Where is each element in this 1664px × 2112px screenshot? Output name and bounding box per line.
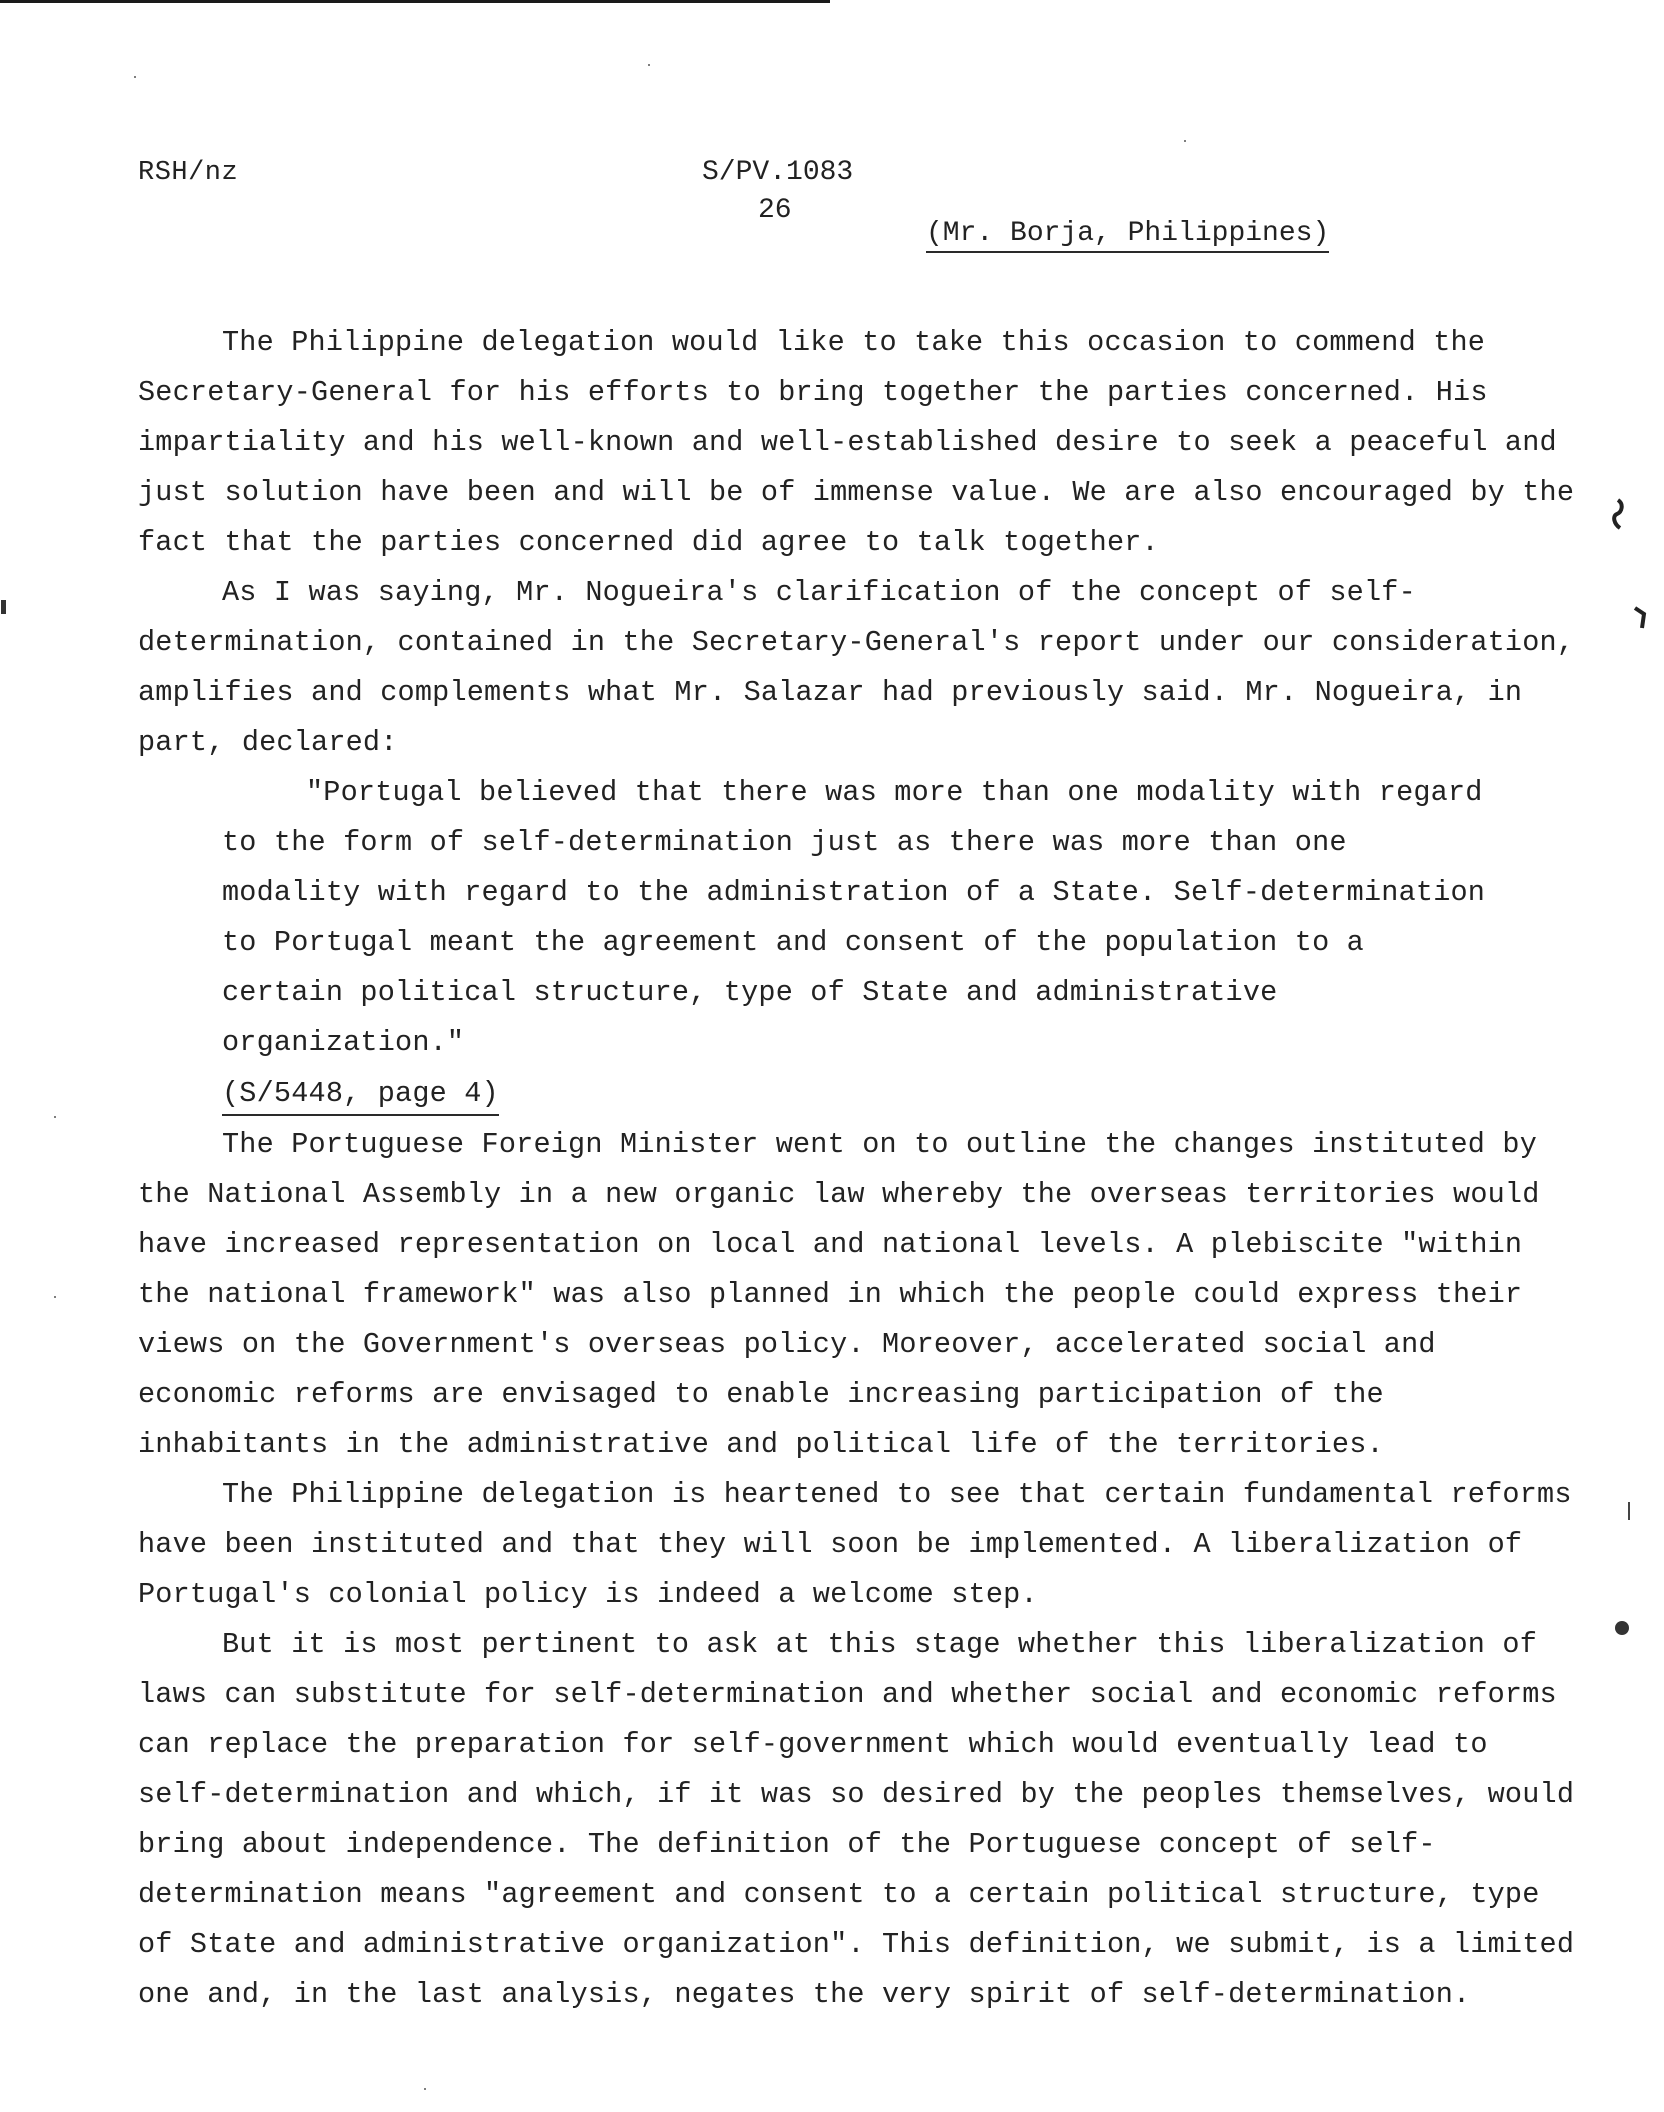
scan-mark-icon — [1624, 1500, 1634, 1524]
scan-speck — [1184, 140, 1186, 142]
document-header — [702, 154, 862, 230]
scan-speck — [54, 1296, 56, 1298]
scan-mark-icon — [0, 598, 10, 618]
reference-initials: RSH/nz — [138, 158, 239, 188]
paragraph-3: The Portuguese Foreign Minister went on to outline the changes instituted by the National Assembly in a new organic law whereby the overseas territories would have increased representation on local and national levels. A plebiscite "within the national framework" was also planned in which the people could express their views on the Government's overseas policy. Moreover, accelerated social and economic reforms are envisaged to enable increasing participation of the inhabitants in the administrative and political life of the territories. — [138, 1128, 1540, 1461]
paragraph-5: But it is most pertinent to ask at this stage whether this liberalization of laws can substitute for self-determination and whether social and economic reforms can replace the preparation for self-government which would eventually lead to self-determination and which, if it was so desired by the peoples themselves, would bring about independence. The definition of the Portuguese concept of self-determination means "agreement and consent to a certain political structure, type of State and administrative organization". This definition, we submit, is a limited one and, in the last analysis, negates the very spirit of self-determination. — [138, 1628, 1575, 2011]
speaker-attribution: (Mr. Borja, Philippines) — [926, 218, 1329, 253]
scan-speck — [134, 76, 136, 78]
scan-mark-icon — [1632, 604, 1648, 632]
scan-speck — [648, 64, 650, 66]
page-number: 26 — [758, 195, 792, 226]
document-body — [138, 318, 1578, 2020]
scan-speck — [54, 1116, 56, 1118]
scan-speck — [424, 2088, 426, 2090]
scan-mark-icon — [1608, 496, 1630, 536]
paragraph-1: The Philippine delegation would like to take this occasion to commend the Secretary-General for his efforts to bring together the parties concerned. His impartiality and his well-known and well-established desire to seek a peaceful and just solution have been and will be of immense value. We are also encouraged by the fact that the parties concerned did agree to talk together. — [138, 326, 1575, 559]
quote-citation: (S/5448, page 4) — [222, 1074, 499, 1116]
paragraph-4: The Philippine delegation is heartened to see that certain fundamental reforms have been instituted and that they will soon be implemented. A liberalization of Portugal's colonial policy is indeed a welcome step. — [138, 1478, 1572, 1611]
block-quote: "Portugal believed that there was more than one modality with regard to the form of self-determination just as there was more than one modality with regard to the administration of a State. Self-determination to Portugal meant the agreement and consent of the population to a certain political structure, type of State and administrative organization." — [222, 776, 1486, 1059]
scan-mark-icon — [1612, 1616, 1632, 1640]
document-symbol: S/PV.1083 — [702, 157, 854, 188]
paragraph-2: As I was saying, Mr. Nogueira's clarification of the concept of self-determination, contained in the Secretary-General's report under our consideration, amplifies and complements what Mr. Salazar had previously said. Mr. Nogueira, in part, declared: — [138, 576, 1575, 759]
top-rule — [0, 0, 830, 3]
